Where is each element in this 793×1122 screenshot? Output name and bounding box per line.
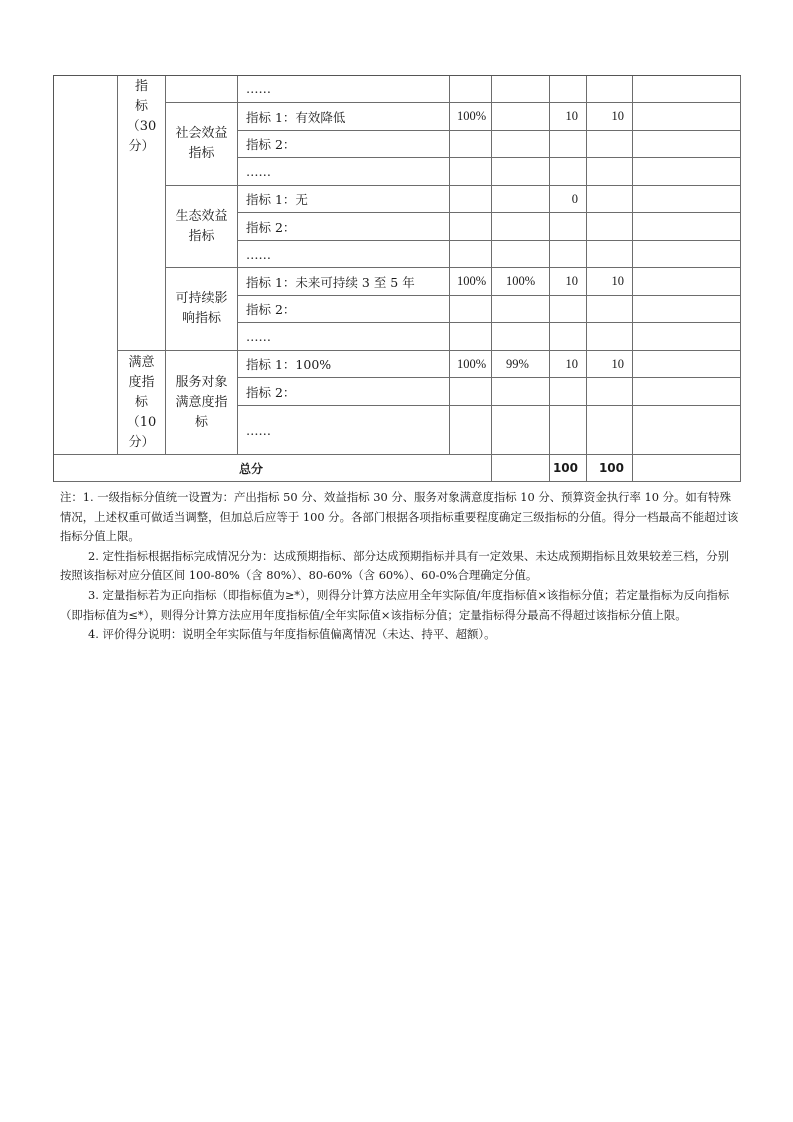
cell-text-line: 分）: [128, 139, 155, 154]
cell-text-line: 指标: [188, 228, 215, 244]
remark-cell: [633, 131, 741, 158]
weight-cell: [550, 406, 587, 455]
cell-text-line: 度指: [128, 374, 155, 390]
indicator-name-cell: ……: [238, 158, 450, 186]
remark-cell: [633, 378, 741, 406]
total-label-cell: 总分: [53, 455, 492, 482]
remark-cell: [633, 103, 741, 131]
weight-cell: [550, 378, 587, 406]
actual-value-cell: [492, 213, 550, 241]
cell-text-line: 服务对象: [175, 374, 228, 390]
cell-text-line: 标: [134, 394, 148, 410]
satisfaction-label-cell: [166, 351, 238, 455]
value-cell: [550, 75, 587, 103]
note-4: 4. 评价得分说明：说明全年实际值与年度指标值偏离情况（未达、持平、超额）。: [88, 627, 496, 642]
target-value-cell: [450, 406, 492, 455]
cell-text-line: 可持续影: [175, 291, 228, 306]
target-value-cell: 100%: [450, 268, 492, 296]
score-cell: [587, 158, 633, 186]
target-value-cell: [450, 323, 492, 351]
cell-text-line: 分）: [128, 434, 155, 450]
cell-text-line: （30: [126, 119, 157, 134]
actual-value-cell: [492, 131, 550, 158]
remark-cell: [633, 323, 741, 351]
subcategory-prev-cell: [166, 75, 238, 103]
weight-cell: [550, 241, 587, 268]
indicator-name-cell: 指标 1：有效降低: [238, 103, 450, 131]
score-cell: [587, 131, 633, 158]
target-value-cell: 100%: [450, 351, 492, 378]
target-value-cell: [450, 213, 492, 241]
score-cell: 10: [587, 268, 633, 296]
remark-cell: [633, 213, 741, 241]
score-cell: [587, 323, 633, 351]
score-cell: [587, 296, 633, 323]
performance-table: [53, 75, 741, 482]
cell-text-line: 响指标: [181, 311, 221, 326]
total-score-cell: 100: [587, 455, 633, 482]
cell-text-line: 指: [134, 79, 148, 94]
indicator-name-cell: ……: [238, 323, 450, 351]
value-cell: [587, 75, 633, 103]
actual-value-cell: [492, 378, 550, 406]
category-effect-cell: [118, 75, 166, 351]
score-cell: [587, 213, 633, 241]
actual-value-cell: [492, 186, 550, 213]
total-actual-cell: [492, 455, 550, 482]
cell-text-line: （10: [126, 414, 157, 430]
social-benefit-label-cell: [166, 103, 238, 186]
value-cell: [492, 75, 550, 103]
target-value-cell: [450, 131, 492, 158]
target-value-cell: 100%: [450, 103, 492, 131]
score-cell: [587, 378, 633, 406]
eco-benefit-label-cell: [166, 186, 238, 268]
indicator-name-cell: 指标 2：: [238, 378, 450, 406]
note-1: 注：1. 一级指标分值统一设置为：产出指标 50 分、效益指标 30 分、服务对象满意度指标 10 分、预算资金执行率 10 分。如有特殊情况，上述权重可做适当调整，但加总后应等于 100 分。各部门根据各项指标重要程度确定三级指标的分值。得分一档最高不能超过该指标分值上限。: [60, 490, 739, 544]
value-cell: [633, 75, 741, 103]
category-satisfaction-cell: [118, 351, 166, 455]
actual-value-cell: 99%: [492, 351, 550, 378]
weight-cell: 0: [550, 186, 587, 213]
cell-text-line: 满意度指: [175, 394, 228, 410]
target-value-cell: [450, 296, 492, 323]
actual-value-cell: [492, 103, 550, 131]
remark-cell: [633, 268, 741, 296]
weight-cell: [550, 323, 587, 351]
cell-text-line: 标: [194, 414, 208, 430]
weight-cell: [550, 296, 587, 323]
remark-cell: [633, 296, 741, 323]
indicator-name-cell: ……: [238, 75, 450, 103]
indicator-name-cell: 指标 1：100%: [238, 351, 450, 378]
actual-value-cell: [492, 158, 550, 186]
weight-cell: 10: [550, 103, 587, 131]
remark-cell: [633, 351, 741, 378]
sustain-impact-label-cell: [166, 268, 238, 351]
cell-text-line: 标: [134, 99, 148, 114]
weight-cell: 10: [550, 351, 587, 378]
score-cell: [587, 241, 633, 268]
level1-category-cell: [53, 75, 118, 455]
total-weight-cell: 100: [550, 455, 587, 482]
indicator-name-cell: ……: [238, 241, 450, 268]
actual-value-cell: [492, 406, 550, 455]
actual-value-cell: [492, 323, 550, 351]
value-cell: [450, 75, 492, 103]
cell-text-line: 满意: [128, 354, 155, 370]
indicator-name-cell: ……: [238, 406, 450, 455]
actual-value-cell: [492, 296, 550, 323]
target-value-cell: [450, 378, 492, 406]
cell-text-line: 指标: [188, 146, 215, 161]
score-cell: [587, 406, 633, 455]
target-value-cell: [450, 158, 492, 186]
remark-cell: [633, 158, 741, 186]
remark-cell: [633, 406, 741, 455]
target-value-cell: [450, 186, 492, 213]
indicator-name-cell: 指标 2：: [238, 296, 450, 323]
note-2: 2. 定性指标根据指标完成情况分为：达成预期指标、部分达成预期指标并具有一定效果、未达成预期指标且效果较差三档，分别按照该指标对应分值区间 100-80%（含 80%）、80-60%（含 60%）、60-0%合理确定分值。: [60, 548, 729, 583]
indicator-name-cell: 指标 1：未来可持续 3 至 5 年: [238, 268, 450, 296]
indicator-name-cell: 指标 1：无: [238, 186, 450, 213]
cell-text-line: 社会效益: [175, 126, 228, 141]
notes-section: [60, 488, 740, 645]
weight-cell: [550, 131, 587, 158]
cell-text-line: 生态效益: [175, 208, 228, 224]
actual-value-cell: [492, 241, 550, 268]
weight-cell: [550, 213, 587, 241]
target-value-cell: [450, 241, 492, 268]
total-remark-cell: [633, 455, 741, 482]
indicator-name-cell: 指标 2：: [238, 213, 450, 241]
remark-cell: [633, 241, 741, 268]
weight-cell: 10: [550, 268, 587, 296]
note-3: 3. 定量指标若为正向指标（即指标值为≥*），则得分计算方法应用全年实际值/年度指标值×该指标分值；若定量指标为反向指标（即指标值为≤*），则得分计算方法应用年度指标值/全年实际值×该指标分值；定量指标得分最高不得超过该指标分值上限。: [60, 587, 730, 622]
score-cell: 10: [587, 351, 633, 378]
score-cell: [587, 186, 633, 213]
actual-value-cell: 100%: [492, 268, 550, 296]
score-cell: 10: [587, 103, 633, 131]
indicator-name-cell: 指标 2：: [238, 131, 450, 158]
weight-cell: [550, 158, 587, 186]
remark-cell: [633, 186, 741, 213]
